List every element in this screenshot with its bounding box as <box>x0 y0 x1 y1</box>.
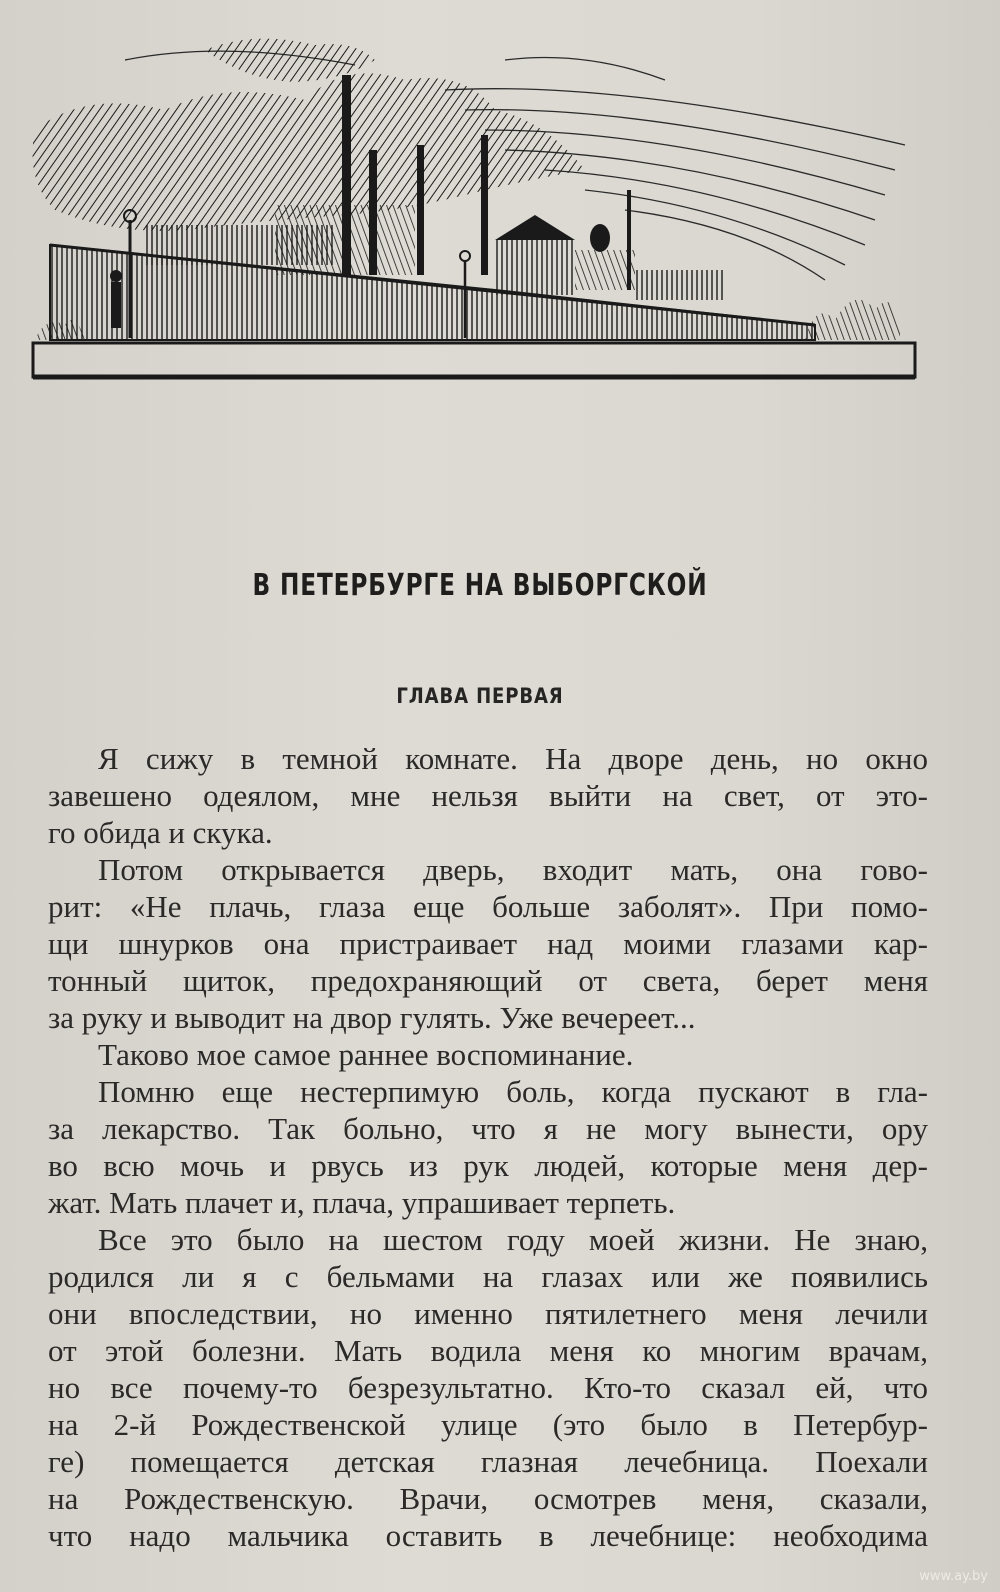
factory-skyline-engraving-icon <box>25 20 925 390</box>
text-line: Помню еще нестерпимую боль, когда пускают в гла- <box>98 1074 928 1109</box>
text-line: на Рождественскую. Врачи, осмотрев меня, сказали, <box>48 1481 928 1516</box>
text-line: завешено одеялом, мне нельзя выйти на свет, от это- <box>48 778 928 813</box>
text-line: Потом открывается дверь, входит мать, она гово- <box>98 852 928 887</box>
text-line: ге) помещается детская глазная лечебница. Поехали <box>48 1444 928 1479</box>
text-line: го обида и скука. <box>48 815 273 850</box>
text-line: во всю мочь и рвусь из рук людей, которые меня дер- <box>48 1148 928 1183</box>
text-line: Таково мое самое раннее воспоминание. <box>98 1037 634 1072</box>
text-line: тонный щиток, предохраняющий от света, берет меня <box>48 963 928 998</box>
text-line: от этой болезни. Мать водила меня ко многим врачам, <box>48 1333 928 1368</box>
text-line: рит: «Не плачь, глаза еще больше заболят». При помо- <box>48 889 928 924</box>
chapter-heading: ГЛАВА ПЕРВАЯ <box>396 684 564 708</box>
text-line: Все это было на шестом году моей жизни. Не знаю, <box>98 1222 928 1257</box>
text-line: на 2-й Рождественской улице (это было в Петербур- <box>48 1407 928 1442</box>
text-line: родился ли я с бельмами на глазах или же появились <box>48 1259 928 1294</box>
text-line: Я сижу в темной комнате. На дворе день, но окно <box>98 741 928 776</box>
watermark: www.ay.by <box>919 1569 988 1584</box>
text-line: они впоследствии, но именно пятилетнего меня лечили <box>48 1296 928 1331</box>
text-line: но все почему-то безрезультатно. Кто-то сказал ей, что <box>48 1370 928 1405</box>
text-line: щи шнурков она пристраивает над моими глазами кар- <box>48 926 928 961</box>
text-line: за лекарство. Так больно, что я не могу вынести, ору <box>48 1111 928 1146</box>
book-title: В ПЕТЕРБУРГЕ НА ВЫБОРГСКОЙ <box>252 568 708 603</box>
text-line: что надо мальчика оставить в лечебнице: необходима <box>48 1518 928 1553</box>
text-line: за руку и выводит на двор гулять. Уже вечереет... <box>48 1000 696 1035</box>
text-line: жат. Мать плачет и, плача, упрашивает терпеть. <box>48 1185 676 1220</box>
body-text <box>48 740 928 1554</box>
